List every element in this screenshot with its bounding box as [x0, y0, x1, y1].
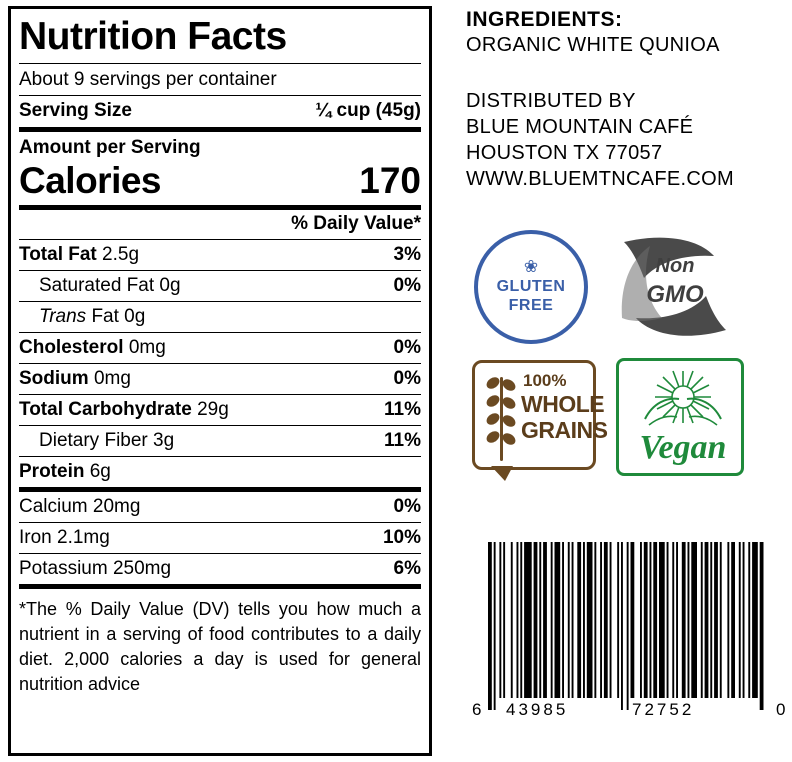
barcode-right-digit: 0	[776, 700, 789, 719]
certification-badges	[466, 222, 792, 482]
nutrition-facts-title	[19, 9, 421, 63]
nutrient-dv: 0%	[393, 337, 421, 358]
barcode	[472, 500, 792, 730]
calories-row	[19, 160, 421, 205]
amount-per-serving-label: Amount per Serving	[19, 137, 201, 158]
nutrient-amount: 6g	[89, 461, 111, 482]
nutrient-name: Dietary Fiber	[39, 430, 148, 451]
nutrient-dv: 0%	[393, 275, 421, 296]
table-row	[19, 523, 421, 553]
table-row	[19, 364, 421, 394]
whole-grains-percent: 100%	[523, 371, 567, 390]
nutrient-name: Sodium	[19, 368, 89, 389]
daily-value-footnote: *The % Daily Value (DV) tells you how much a nutrient in a serving of food contributes to a daily diet. 2,000 calories a day is used for general nutrition advice	[19, 599, 421, 694]
nutrient-dv: 10%	[382, 527, 421, 548]
gluten-free-line1: GLUTEN	[496, 278, 566, 295]
ingredients-list: ORGANIC WHITE QUNIOA	[466, 34, 720, 56]
vegan-icon	[616, 358, 744, 476]
nutrition-facts-panel	[8, 6, 432, 756]
nutrient-label	[39, 430, 174, 452]
table-row	[19, 302, 421, 332]
table-row	[19, 457, 421, 487]
nutrient-name: Saturated Fat	[39, 275, 155, 296]
nutrient-amount: 0g	[159, 275, 181, 296]
distributor-block	[466, 88, 734, 192]
nutrient-label	[39, 306, 145, 328]
gluten-free-line2: FREE	[508, 297, 554, 314]
grain-stalk-icon	[481, 371, 521, 467]
ingredients-heading: INGREDIENTS:	[466, 8, 623, 31]
company-website: WWW.BLUEMTNCAFE.COM	[466, 168, 734, 190]
nutrient-dv: 6%	[393, 558, 421, 579]
nutrient-label	[39, 275, 181, 297]
nutrient-amount: 29g	[197, 399, 229, 420]
table-row	[19, 271, 421, 301]
nutrient-dv: 0%	[393, 496, 421, 517]
gluten-free-icon	[474, 230, 588, 344]
nutrition-facts-title-text: Nutrition Facts	[19, 15, 287, 58]
nutrient-label	[19, 461, 111, 483]
daily-value-header: % Daily Value*	[291, 213, 421, 234]
servings-per-container: About 9 servings per container	[19, 69, 277, 90]
nutrient-dv: 0%	[393, 368, 421, 389]
calories-label: Calories	[19, 160, 162, 201]
nutrient-name: Protein	[19, 461, 85, 482]
table-row	[19, 240, 421, 270]
barcode-group2: 72752	[632, 700, 695, 719]
vegan-label: Vegan	[639, 429, 727, 466]
wheat-stalk-icon: ❀	[523, 257, 539, 276]
nutrient-name: Cholesterol	[19, 337, 124, 358]
calories-value: 170	[359, 160, 421, 201]
table-row	[19, 554, 421, 584]
whole-grains-icon	[472, 360, 608, 470]
nutrient-amount: 2.5g	[102, 244, 140, 265]
nutrient-label	[19, 399, 229, 421]
company-city-state-zip: HOUSTON TX 77057	[466, 142, 663, 164]
nutrient-amount: 3g	[153, 430, 175, 451]
nutrient-label: Calcium 20mg	[19, 496, 141, 517]
company-name: BLUE MOUNTAIN CAFÉ	[466, 116, 694, 138]
serving-size-label: Serving Size	[19, 100, 132, 121]
barcode-left-digit: 6	[472, 700, 485, 719]
whole-grains-line2: GRAINS	[521, 417, 608, 443]
distributed-by-label: DISTRIBUTED BY	[466, 90, 636, 112]
nutrient-label	[19, 368, 131, 390]
nutrient-name: Trans	[39, 306, 87, 327]
whole-grains-line1: WHOLE	[521, 391, 605, 417]
nutrient-name: Total Carbohydrate	[19, 399, 192, 420]
nutrient-amount: 0mg	[128, 337, 166, 358]
right-column	[466, 0, 792, 762]
nutrient-label: Potassium 250mg	[19, 558, 172, 579]
non-gmo-icon	[614, 226, 736, 348]
serving-size-value: ¼ cup (45g)	[315, 100, 421, 121]
non-gmo-line1: Non	[655, 255, 695, 277]
barcode-bars	[488, 542, 766, 710]
barcode-group1: 43985	[506, 700, 569, 719]
non-gmo-line2: GMO	[646, 281, 704, 308]
speech-bubble-tail	[491, 466, 513, 481]
table-row	[19, 333, 421, 363]
nutrient-dv: 11%	[384, 399, 421, 420]
nutrient-label	[19, 244, 139, 266]
table-row	[19, 426, 421, 456]
nutrient-label: Iron 2.1mg	[19, 527, 110, 548]
nutrient-dv: 3%	[393, 244, 421, 265]
nutrient-dv: 11%	[384, 430, 421, 451]
nutrient-amount: 0mg	[93, 368, 131, 389]
serving-size-row	[19, 96, 421, 127]
table-row	[19, 492, 421, 522]
nutrient-amount: Fat 0g	[91, 306, 146, 327]
nutrient-label	[19, 337, 166, 359]
nutrient-name: Total Fat	[19, 244, 97, 265]
table-row	[19, 395, 421, 425]
